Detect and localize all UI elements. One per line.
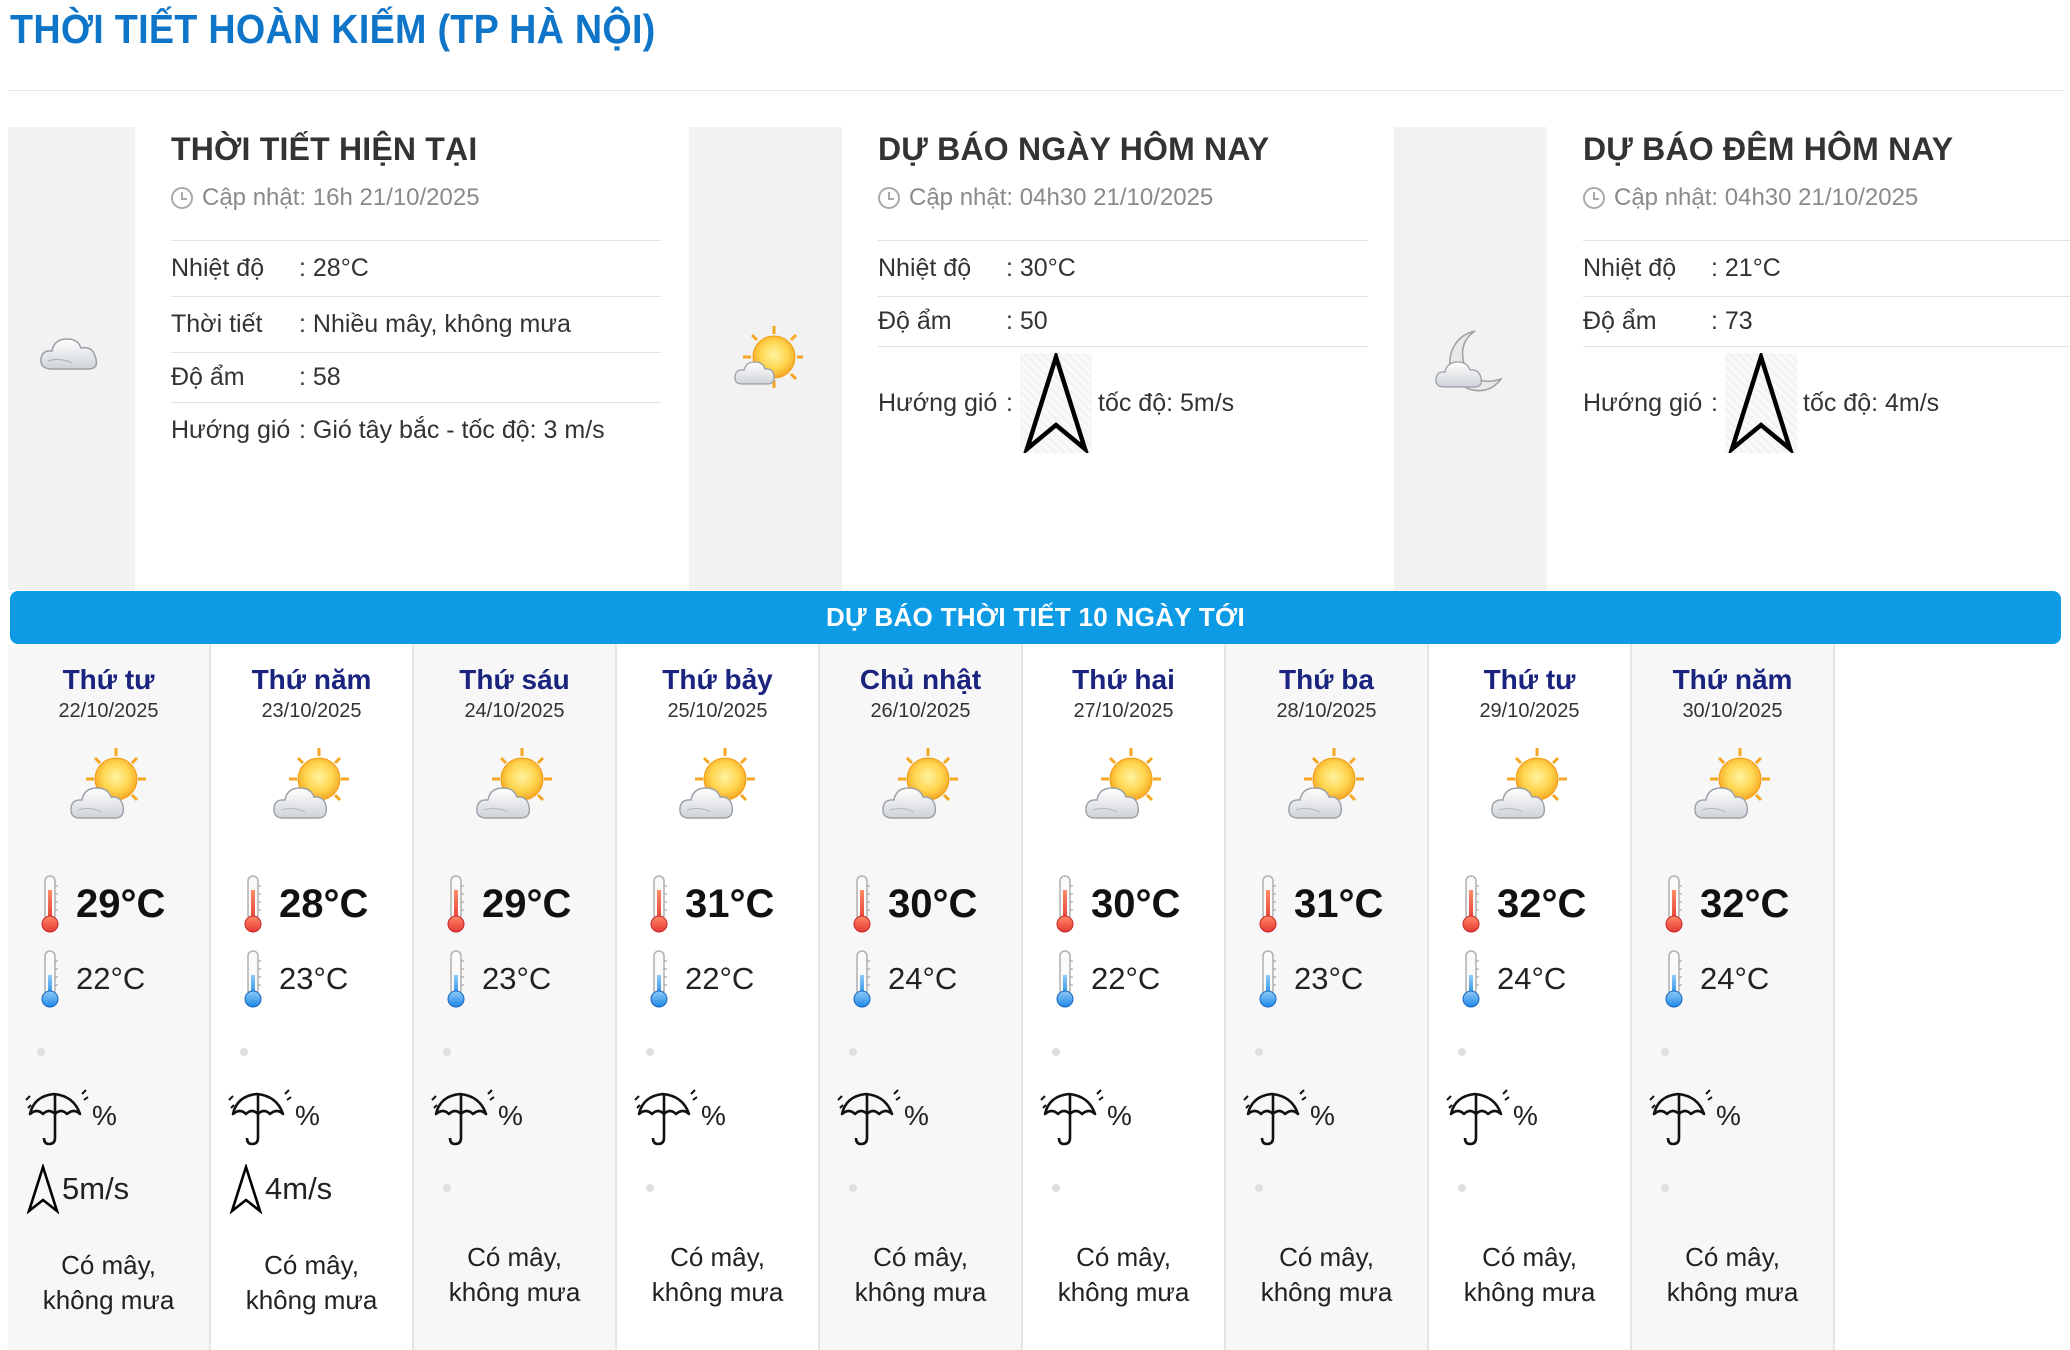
thermometer-hot-icon <box>1662 874 1686 934</box>
umbrella-icon <box>430 1088 496 1150</box>
rain-chance-value: % <box>701 1100 726 1131</box>
today-updated-text: Cập nhật: 04h30 21/10/2025 <box>909 184 1214 211</box>
day-description-line1: Có mây, <box>264 1250 359 1280</box>
thermometer-hot-icon <box>38 874 62 934</box>
tonight-temp-label: Nhiệt độ <box>1583 254 1677 282</box>
cloudy-night-icon <box>1431 323 1513 395</box>
day-description <box>1226 1240 1427 1310</box>
day-description-line1: Có mây, <box>1685 1242 1780 1272</box>
day-wind <box>229 1164 332 1214</box>
partly-sunny-icon <box>271 744 351 824</box>
high-temp <box>1459 874 1586 934</box>
umbrella-icon <box>836 1088 902 1150</box>
current-condition-label: Thời tiết <box>171 310 263 338</box>
day-name: Chủ nhật <box>859 664 982 695</box>
low-temp <box>850 949 957 1009</box>
umbrella-icon <box>227 1088 293 1150</box>
tonight-temp-value: : 21°C <box>1711 254 1781 282</box>
low-temp <box>1053 949 1160 1009</box>
low-temp-value: 24°C <box>1700 961 1770 996</box>
day-wind-speed: 4m/s <box>265 1171 333 1206</box>
tonight-updated-text: Cập nhật: 04h30 21/10/2025 <box>1614 184 1919 211</box>
forecast-day[interactable] <box>820 644 1023 1350</box>
thermometer-cold-icon <box>1459 949 1483 1009</box>
rain-chance <box>1242 1088 1335 1150</box>
thermometer-hot-icon <box>1053 874 1077 934</box>
low-temp-value: 23°C <box>1294 961 1364 996</box>
high-temp-value: 31°C <box>1294 881 1384 926</box>
current-updated <box>171 183 661 213</box>
low-temp-value: 22°C <box>76 961 146 996</box>
today-humidity-label: Độ ẩm <box>878 307 952 335</box>
tonight-details <box>1583 240 2070 453</box>
tonight-wind-direction <box>1725 353 1797 453</box>
day-name: Thứ hai <box>1072 664 1175 695</box>
rain-chance-value: % <box>295 1100 320 1131</box>
day-description-line2: không mưa <box>1666 1277 1799 1307</box>
umbrella-icon <box>1445 1088 1511 1150</box>
high-temp-value: 28°C <box>279 881 369 926</box>
tonight-wind-label: Hướng gió <box>1583 388 1703 417</box>
separator-dot <box>849 1184 857 1192</box>
umbrella-icon <box>24 1088 90 1150</box>
today-details <box>878 240 1368 453</box>
day-description-line1: Có mây, <box>467 1242 562 1272</box>
today-row-humidity <box>878 297 1368 347</box>
separator-dot <box>646 1184 654 1192</box>
high-temp <box>1662 874 1789 934</box>
today-row-temperature <box>878 241 1368 297</box>
tonight-icon-panel <box>1394 127 1547 590</box>
high-temp <box>1053 874 1180 934</box>
clock-icon <box>171 187 193 209</box>
high-temp-value: 30°C <box>1091 881 1181 926</box>
high-temp <box>850 874 977 934</box>
forecast-day[interactable] <box>1023 644 1226 1350</box>
current-wind-value: : Gió tây bắc - tốc độ: 3 m/s <box>299 416 605 444</box>
rain-chance-value: % <box>1107 1100 1132 1131</box>
umbrella-icon <box>1242 1088 1308 1150</box>
cloudy-icon <box>38 327 102 377</box>
tonight-row-wind <box>1583 347 2070 453</box>
partly-sunny-icon <box>880 744 960 824</box>
thermometer-hot-icon <box>1459 874 1483 934</box>
partly-sunny-icon <box>474 744 554 824</box>
today-humidity-value: : 50 <box>1006 307 1048 335</box>
today-wind-speed: tốc độ: 5m/s <box>1098 388 1235 417</box>
separator-dot <box>443 1184 451 1192</box>
today-forecast-card <box>689 127 1366 590</box>
low-temp <box>444 949 551 1009</box>
low-temp <box>1662 949 1769 1009</box>
high-temp-value: 30°C <box>888 881 978 926</box>
tonight-humidity-value: : 73 <box>1711 307 1753 335</box>
separator-dot <box>1661 1184 1669 1192</box>
forecast-day[interactable] <box>617 644 820 1350</box>
tonight-row-temperature <box>1583 241 2070 297</box>
day-description-line2: không mưa <box>651 1277 784 1307</box>
low-temp-value: 22°C <box>685 961 755 996</box>
current-weather-card <box>8 127 685 590</box>
day-description-line2: không mưa <box>42 1285 175 1315</box>
tonight-wind-speed: tốc độ: 4m/s <box>1803 388 1940 417</box>
current-row-condition <box>171 297 661 353</box>
day-wind-speed: 5m/s <box>62 1171 130 1206</box>
thermometer-hot-icon <box>241 874 265 934</box>
current-row-temperature <box>171 241 661 297</box>
forecast-day[interactable] <box>1226 644 1429 1350</box>
thermometer-cold-icon <box>1662 949 1686 1009</box>
day-description-line2: không mưa <box>1260 1277 1393 1307</box>
partly-sunny-icon <box>1083 744 1163 824</box>
day-name: Thứ ba <box>1279 664 1374 695</box>
day-description-line2: không mưa <box>245 1285 378 1315</box>
rain-chance-value: % <box>1513 1100 1538 1131</box>
separator-dot <box>37 1048 45 1056</box>
partly-sunny-icon <box>1286 744 1366 824</box>
partly-sunny-icon <box>68 744 148 824</box>
high-temp-value: 31°C <box>685 881 775 926</box>
umbrella-icon <box>633 1088 699 1150</box>
day-description-line2: không mưa <box>448 1277 581 1307</box>
day-date: 26/10/2025 <box>870 700 971 722</box>
separator-dot <box>1255 1048 1263 1056</box>
thermometer-cold-icon <box>38 949 62 1009</box>
partly-sunny-icon <box>1489 744 1569 824</box>
day-date: 25/10/2025 <box>667 700 768 722</box>
day-description <box>1632 1240 1833 1310</box>
thermometer-hot-icon <box>647 874 671 934</box>
rain-chance <box>227 1088 320 1150</box>
low-temp-value: 24°C <box>888 961 958 996</box>
day-description-line1: Có mây, <box>873 1242 968 1272</box>
high-temp-value: 29°C <box>482 881 572 926</box>
wind-arrow-icon <box>1023 353 1089 453</box>
wind-arrow-icon <box>26 1164 60 1214</box>
current-details <box>171 240 661 458</box>
day-description-line1: Có mây, <box>670 1242 765 1272</box>
rain-chance-value: % <box>1310 1100 1335 1131</box>
today-wind-direction <box>1020 353 1092 453</box>
high-temp <box>38 874 165 934</box>
clock-icon <box>1583 187 1605 209</box>
ten-day-forecast-list <box>8 644 1835 1350</box>
current-humidity-label: Độ ẩm <box>171 363 245 391</box>
day-name: Thứ năm <box>1672 664 1793 695</box>
tonight-forecast-card <box>1394 127 2070 590</box>
high-temp-value: 29°C <box>76 881 166 926</box>
day-description <box>211 1248 412 1318</box>
today-temp-label: Nhiệt độ <box>878 254 972 282</box>
high-temp <box>241 874 368 934</box>
day-date: 29/10/2025 <box>1479 700 1580 722</box>
separator-dot <box>1458 1048 1466 1056</box>
day-date: 28/10/2025 <box>1276 700 1377 722</box>
ten-day-forecast-banner: DỰ BÁO THỜI TIẾT 10 NGÀY TỚI <box>10 591 2061 644</box>
forecast-day[interactable] <box>8 644 211 1350</box>
low-temp-value: 22°C <box>1091 961 1161 996</box>
tonight-heading: DỰ BÁO ĐÊM HÔM NAY <box>1583 131 1954 167</box>
day-description-line2: không mưa <box>854 1277 987 1307</box>
day-name: Thứ bảy <box>662 664 773 695</box>
current-wind-label: Hướng gió <box>171 416 291 444</box>
high-temp <box>1256 874 1383 934</box>
day-date: 27/10/2025 <box>1073 700 1174 722</box>
today-row-wind <box>878 347 1368 453</box>
rain-chance-value: % <box>92 1100 117 1131</box>
thermometer-hot-icon <box>850 874 874 934</box>
tonight-row-humidity <box>1583 297 2070 347</box>
umbrella-icon <box>1039 1088 1105 1150</box>
current-humidity-value: : 58 <box>299 363 341 391</box>
tonight-wind-colon: : <box>1711 388 1718 417</box>
day-description-line2: không mưa <box>1463 1277 1596 1307</box>
rain-chance-value: % <box>904 1100 929 1131</box>
day-description-line1: Có mây, <box>1482 1242 1577 1272</box>
day-date: 22/10/2025 <box>58 700 159 722</box>
rain-chance-value: % <box>1716 1100 1741 1131</box>
partly-sunny-icon <box>677 744 757 824</box>
low-temp <box>1256 949 1363 1009</box>
high-temp-value: 32°C <box>1700 881 1790 926</box>
today-wind-label: Hướng gió <box>878 388 998 417</box>
day-name: Thứ năm <box>251 664 372 695</box>
low-temp <box>647 949 754 1009</box>
current-row-wind <box>171 403 661 458</box>
today-heading: DỰ BÁO NGÀY HÔM NAY <box>878 131 1270 167</box>
current-heading: THỜI TIẾT HIỆN TẠI <box>171 131 478 167</box>
current-condition-value: : Nhiều mây, không mưa <box>299 310 571 338</box>
day-name: Thứ tư <box>1483 664 1576 695</box>
day-date: 24/10/2025 <box>464 700 565 722</box>
clock-icon <box>878 187 900 209</box>
today-updated <box>878 183 1368 213</box>
day-description <box>820 1240 1021 1310</box>
separator-dot <box>1661 1048 1669 1056</box>
current-temp-label: Nhiệt độ <box>171 254 265 282</box>
day-date: 23/10/2025 <box>261 700 362 722</box>
forecast-day[interactable] <box>414 644 617 1350</box>
partly-sunny-icon <box>732 322 804 394</box>
rain-chance <box>24 1088 117 1150</box>
thermometer-hot-icon <box>1256 874 1280 934</box>
separator-dot <box>1052 1184 1060 1192</box>
today-icon-panel <box>689 127 842 590</box>
forecast-day[interactable] <box>1429 644 1632 1350</box>
rain-chance <box>1445 1088 1538 1150</box>
title-divider <box>8 90 2063 91</box>
day-name: Thứ sáu <box>459 664 570 695</box>
day-description <box>414 1240 615 1310</box>
thermometer-cold-icon <box>1256 949 1280 1009</box>
separator-dot <box>1052 1048 1060 1056</box>
rain-chance <box>633 1088 726 1150</box>
rain-chance <box>836 1088 929 1150</box>
separator-dot <box>1458 1184 1466 1192</box>
day-description-line2: không mưa <box>1057 1277 1190 1307</box>
low-temp-value: 23°C <box>482 961 552 996</box>
high-temp-value: 32°C <box>1497 881 1587 926</box>
rain-chance-value: % <box>498 1100 523 1131</box>
thermometer-cold-icon <box>241 949 265 1009</box>
current-temp-value: : 28°C <box>299 254 369 282</box>
day-description <box>1429 1240 1630 1310</box>
day-wind <box>26 1164 129 1214</box>
separator-dot <box>1255 1184 1263 1192</box>
day-date: 30/10/2025 <box>1682 700 1783 722</box>
rain-chance <box>1648 1088 1741 1150</box>
day-name: Thứ tư <box>62 664 155 695</box>
thermometer-cold-icon <box>647 949 671 1009</box>
day-description <box>8 1248 209 1318</box>
today-wind-colon: : <box>1006 388 1013 417</box>
day-description <box>1023 1240 1224 1310</box>
day-description-line1: Có mây, <box>1076 1242 1171 1272</box>
thermometer-cold-icon <box>444 949 468 1009</box>
high-temp <box>647 874 774 934</box>
wind-arrow-icon <box>1728 353 1794 453</box>
thermometer-cold-icon <box>1053 949 1077 1009</box>
separator-dot <box>849 1048 857 1056</box>
thermometer-cold-icon <box>850 949 874 1009</box>
rain-chance <box>430 1088 523 1150</box>
day-description <box>617 1240 818 1310</box>
day-description-line1: Có mây, <box>61 1250 156 1280</box>
separator-dot <box>443 1048 451 1056</box>
low-temp <box>241 949 348 1009</box>
umbrella-icon <box>1648 1088 1714 1150</box>
today-temp-value: : 30°C <box>1006 254 1076 282</box>
low-temp <box>38 949 145 1009</box>
forecast-day[interactable] <box>211 644 414 1350</box>
low-temp-value: 24°C <box>1497 961 1567 996</box>
tonight-humidity-label: Độ ẩm <box>1583 307 1657 335</box>
wind-arrow-icon <box>229 1164 263 1214</box>
current-row-humidity <box>171 353 661 403</box>
page-title: THỜI TIẾT HOÀN KIẾM (TP HÀ NỘI) <box>10 6 656 52</box>
thermometer-hot-icon <box>444 874 468 934</box>
high-temp <box>444 874 571 934</box>
separator-dot <box>240 1048 248 1056</box>
current-icon-panel <box>8 127 135 590</box>
current-updated-text: Cập nhật: 16h 21/10/2025 <box>202 184 480 211</box>
separator-dot <box>646 1048 654 1056</box>
low-temp <box>1459 949 1566 1009</box>
forecast-day[interactable] <box>1632 644 1835 1350</box>
rain-chance <box>1039 1088 1132 1150</box>
tonight-updated <box>1583 183 2070 213</box>
low-temp-value: 23°C <box>279 961 349 996</box>
partly-sunny-icon <box>1692 744 1772 824</box>
day-description-line1: Có mây, <box>1279 1242 1374 1272</box>
